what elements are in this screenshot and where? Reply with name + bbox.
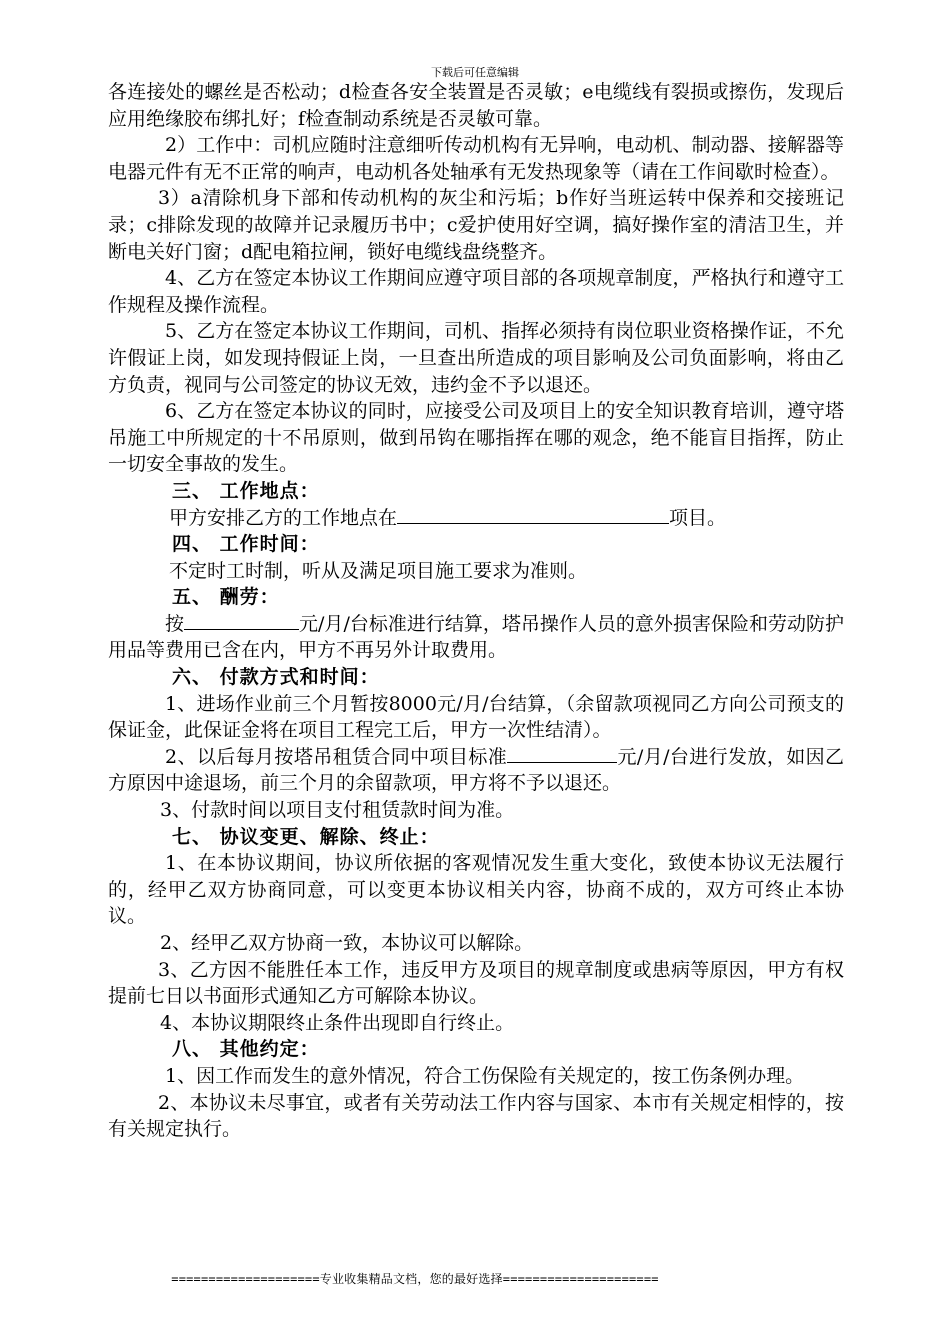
work-location-line [108,505,844,532]
section-heading-payment: 六、 付款方式和时间： [172,666,380,689]
payment-item-1: 1、进场作业前三个月暂按8000元/月/台结算，（余留款项视同乙方向公司预支的保证金，此保证金将在项目工程完工后，甲方一次性结清）。 [108,692,844,742]
change-item-4: 4、本协议期限终止条件出现即自行终止。 [160,1011,515,1034]
work-location-suffix: 项目。 [669,506,727,529]
paragraph-clause-6: 6、乙方在签定本协议的同时，应接受公司及项目上的安全知识教育培训，遵守塔吊施工中所规定的十不吊原则，做到吊钩在哪指挥在哪的观念，绝不能盲目指挥，防止一切安全事故的发生。 [108,400,844,476]
other-item-1: 1、因工作而发生的意外情况，符合工伤保险有关规定的，按工伤条例办理。 [165,1064,805,1087]
section-heading-other: 八、 其他约定： [172,1038,320,1061]
work-location-blank[interactable] [397,505,669,524]
paragraph-clause-5: 5、乙方在签定本协议工作期间，司机、指挥必须持有岗位职业资格操作证，不允许假证上岗，如发现持假证上岗，一旦查出所造成的项目影响及公司负面影响，将由乙方负责，视同与公司签定的协议无效，违约金不予以退还。 [108,320,844,396]
change-item-3: 3、乙方因不能胜任本工作，违反甲方及项目的规章制度或患病等原因，甲方有权提前七日以书面形式通知乙方可解除本协议。 [108,958,844,1008]
section-heading-remuneration: 五、 酬劳： [172,586,280,609]
payment-item-2-suffix: 元/月/台进行发放，如因乙方原因中途退场，前三个月的余留款项，甲方将不予以退还。 [108,745,845,795]
header-note: 下载后可任意编辑 [431,66,519,79]
change-item-2: 2、经甲乙双方协商一致，本协议可以解除。 [160,932,534,954]
section-heading-work-time: 四、 工作时间： [172,533,320,556]
work-location-text: 甲方安排乙方的工作地点在 [169,506,398,529]
payment-item-2-prefix: 2、以后每月按塔吊租赁合同中项目标准 [165,745,508,768]
paragraph-maintenance-checks: 各连接处的螺丝是否松动；d检查各安全装置是否灵敏；e电缆线有裂损或擦伤，发现后应用绝缘胶布绑扎好；f检查制动系统是否灵敏可靠。 [108,81,844,130]
paragraph-during-work: 2）工作中：司机应随时注意细听传动机构有无异响，电动机、制动器、接解器等电器元件有无不正常的响声，电动机各处轴承有无发热现象等（请在工作间歇时检查）。 [108,134,844,183]
section-heading-work-location: 三、 工作地点： [172,479,320,502]
change-item-1: 1、在本协议期间，协议所依据的客观情况发生重大变化，致使本协议无法履行的，经甲乙双方协商同意，可以变更本协议相关内容，协商不成的，双方可终止本协议。 [108,852,844,928]
remuneration-text [108,611,844,664]
remuneration-prefix: 按 [165,612,185,635]
document-body [108,79,844,1143]
payment-item-2 [108,744,844,797]
paragraph-after-work: 3）a清除机身下部和传动机构的灰尘和污垢；b作好当班运转中保养和交接班记录；c排除发现的故障并记录履历书中；c爱护使用好空调，搞好操作室的清洁卫生，并断电关好门窗；d配电箱拉闸，锁好电缆线盘绕整齐。 [108,187,844,263]
work-time-text: 不定时工时制，听从及满足项目施工要求为准则。 [169,559,588,582]
footer-note: ====================专业收集精品文档，您的最好选择===================== [171,1272,659,1286]
remuneration-suffix: 元/月/台标准进行结算，塔吊操作人员的意外损害保险和劳动防护用品等费用已含在内，甲方不再另外计取费用。 [108,612,844,662]
remuneration-rate-blank[interactable] [184,611,299,630]
section-heading-change-termination: 七、 协议变更、解除、终止： [172,825,440,848]
paragraph-clause-4: 4、乙方在签定本协议工作期间应遵守项目部的各项规章制度，严格执行和遵守工作规程及操作流程。 [108,267,844,316]
payment-item-3: 3、付款时间以项目支付租赁款时间为准。 [160,799,515,822]
payment-rate-blank[interactable] [507,744,617,763]
other-item-2: 2、本协议未尽事宜，或者有关劳动法工作内容与国家、本市有关规定相悖的，按有关规定执行。 [108,1091,844,1141]
